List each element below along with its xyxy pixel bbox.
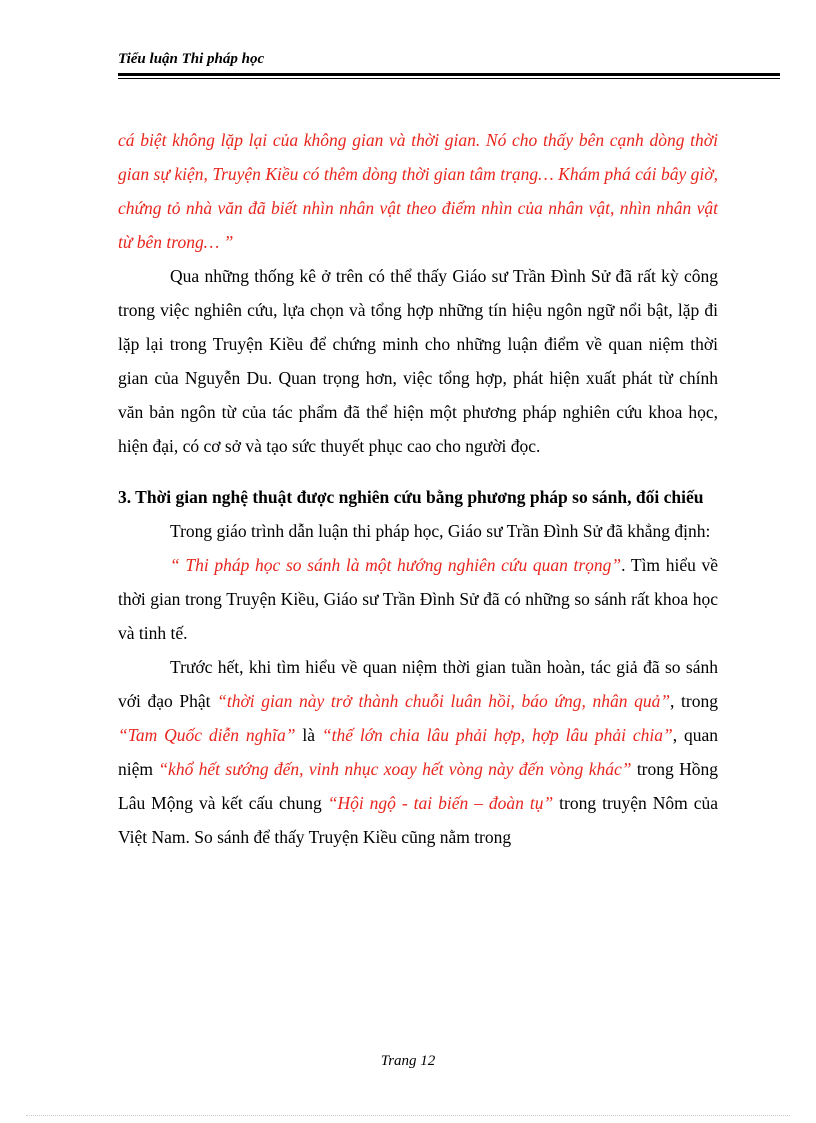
body-text: , quan niệm [118, 725, 718, 779]
page-body [118, 123, 718, 854]
header-rule-thin [118, 78, 780, 79]
body-text: trong Hồng Lâu Mộng và kết cấu chung [118, 759, 718, 813]
quote-text: “Tam Quốc diễn nghĩa” [118, 725, 296, 745]
body-text: . Tìm hiểu về thời gian trong Truyện Kiều, Giáo sư Trần Đình Sử đã có những so sánh rất khoa học và tinh tế. [118, 555, 719, 643]
page-number: Trang 12 [380, 1053, 436, 1069]
quote-paragraph-continuation [118, 123, 718, 259]
quote-text: “thời gian này trở thành chuỗi luân hồi, báo ứng, nhân quả” [217, 691, 671, 711]
header-rule-thick [118, 73, 780, 76]
body-text: là [295, 725, 322, 745]
paragraph-summary: Qua những thống kê ở trên có thể thấy Giáo sư Trần Đình Sử đã rất kỳ công trong việc nghiên cứu, lựa chọn và tổng hợp những tín hiệu ngôn ngữ nổi bật, lặp đi lặp lại trong Truyện Kiều để chứng minh cho những luận điểm về quan niệm thời gian của Nguyễn Du. Quan trọng hơn, việc tổng hợp, phát hiện xuất phát từ chính văn bản ngôn từ của tác phẩm đã thể hiện một phương pháp nghiên cứu khoa học, hiện đại, có cơ sở và tạo sức thuyết phục cao cho người đọc. [118, 266, 718, 456]
section-heading: 3. Thời gian nghệ thuật được nghiên cứu bằng phương pháp so sánh, đối chiếu [118, 487, 704, 507]
body-text: , trong [670, 691, 718, 711]
quote-text: “thế lớn chia lâu phải hợp, hợp lâu phải chia” [321, 725, 673, 745]
document-header-title: Tiểu luận Thi pháp học [118, 51, 265, 67]
page-bottom-dotted-border [26, 1115, 790, 1116]
paragraph-intro: Trong giáo trình dẫn luận thi pháp học, Giáo sư Trần Đình Sử đã khẳng định: [170, 521, 711, 541]
paragraph-cyclical-time [118, 650, 718, 854]
body-text: Trước hết, khi tìm hiểu về quan niệm thời gian tuần hoàn, tác giả đã so sánh với đạo Phật [118, 657, 718, 711]
paragraph-comparative-poetics [118, 548, 718, 650]
quote-text: “ Thi pháp học so sánh là một hướng nghiên cứu quan trọng” [170, 555, 622, 575]
body-text: trong truyện Nôm của Việt Nam. So sánh để thấy Truyện Kiều cũng nằm trong [118, 793, 718, 847]
quote-text: “khổ hết sướng đến, vinh nhục xoay hết vòng này đến vòng khác” [158, 759, 632, 779]
quote-text: “Hội ngộ - tai biến – đoàn tụ” [327, 793, 554, 813]
quote-text: cá biệt không lặp lại của không gian và thời gian. Nó cho thấy bên cạnh dòng thời gian sự kiện, Truyện Kiều có thêm dòng thời gian tâm trạng… Khám phá cái bây giờ, chứng tỏ nhà văn đã biết nhìn nhân vật theo điểm nhìn của nhân vật, nhìn nhân vật từ bên trong… ” [118, 130, 718, 252]
